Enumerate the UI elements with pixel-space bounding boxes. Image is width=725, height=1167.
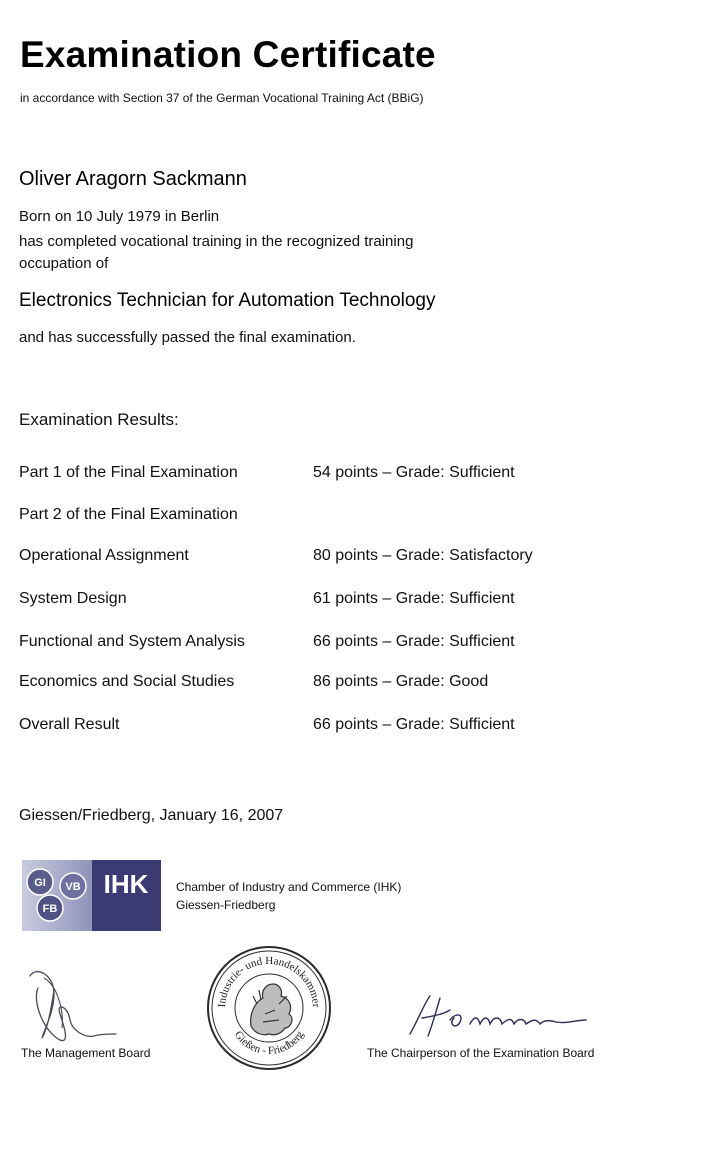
result-value-system-design: 61 points – Grade: Sufficient — [313, 590, 515, 607]
management-signature — [24, 968, 124, 1048]
chamber-seal — [205, 944, 333, 1072]
result-value-operational: 80 points – Grade: Satisfactory — [313, 547, 533, 564]
certificate-title: Examination Certificate — [20, 34, 436, 75]
result-label-part2: Part 2 of the Final Examination — [19, 506, 238, 523]
chairperson-signature — [400, 990, 600, 1042]
logo-circle-gi: GI — [34, 877, 46, 889]
recipient-name: Oliver Aragorn Sackmann — [19, 168, 247, 190]
birth-info: Born on 10 July 1979 in Berlin — [19, 208, 220, 225]
place-date: Giessen/Friedberg, January 16, 2007 — [19, 807, 284, 824]
certificate-subtitle: in accordance with Section 37 of the German Vocational Training Act (BBiG) — [20, 91, 424, 105]
training-statement-line1: has completed vocational training in the recognized training — [19, 233, 414, 250]
logo-circle-vb: VB — [65, 881, 81, 893]
result-label-overall: Overall Result — [19, 716, 120, 733]
ihk-logo — [22, 860, 161, 931]
result-label-operational: Operational Assignment — [19, 547, 189, 564]
logo-ihk-text: IHK — [103, 869, 149, 899]
passed-statement: and has successfully passed the final examination. — [19, 329, 356, 346]
result-label-part1: Part 1 of the Final Examination — [19, 464, 238, 481]
training-statement-line2: occupation of — [19, 255, 109, 272]
result-value-functional: 66 points – Grade: Sufficient — [313, 633, 515, 650]
result-label-system-design: System Design — [19, 590, 127, 607]
seal-text-bottom: Gießen - Friedberg — [231, 1028, 307, 1058]
result-label-functional: Functional and System Analysis — [19, 633, 245, 650]
result-value-economics: 86 points – Grade: Good — [313, 673, 489, 690]
chairperson-label: The Chairperson of the Examination Board — [367, 1046, 595, 1060]
seal-text-top: Industrie- und Handelskammer — [215, 954, 323, 1008]
chamber-name-line1: Chamber of Industry and Commerce (IHK) — [176, 880, 402, 894]
result-label-economics: Economics and Social Studies — [19, 673, 235, 690]
result-value-part1: 54 points – Grade: Sufficient — [313, 464, 515, 481]
occupation-title: Electronics Technician for Automation Technology — [19, 290, 436, 311]
chamber-name — [176, 878, 401, 914]
result-value-overall: 66 points – Grade: Sufficient — [313, 716, 515, 733]
results-heading: Examination Results: — [19, 410, 179, 429]
chamber-name-line2: Giessen-Friedberg — [176, 898, 276, 912]
management-board-label: The Management Board — [21, 1046, 151, 1060]
logo-circle-fb: FB — [42, 903, 58, 915]
